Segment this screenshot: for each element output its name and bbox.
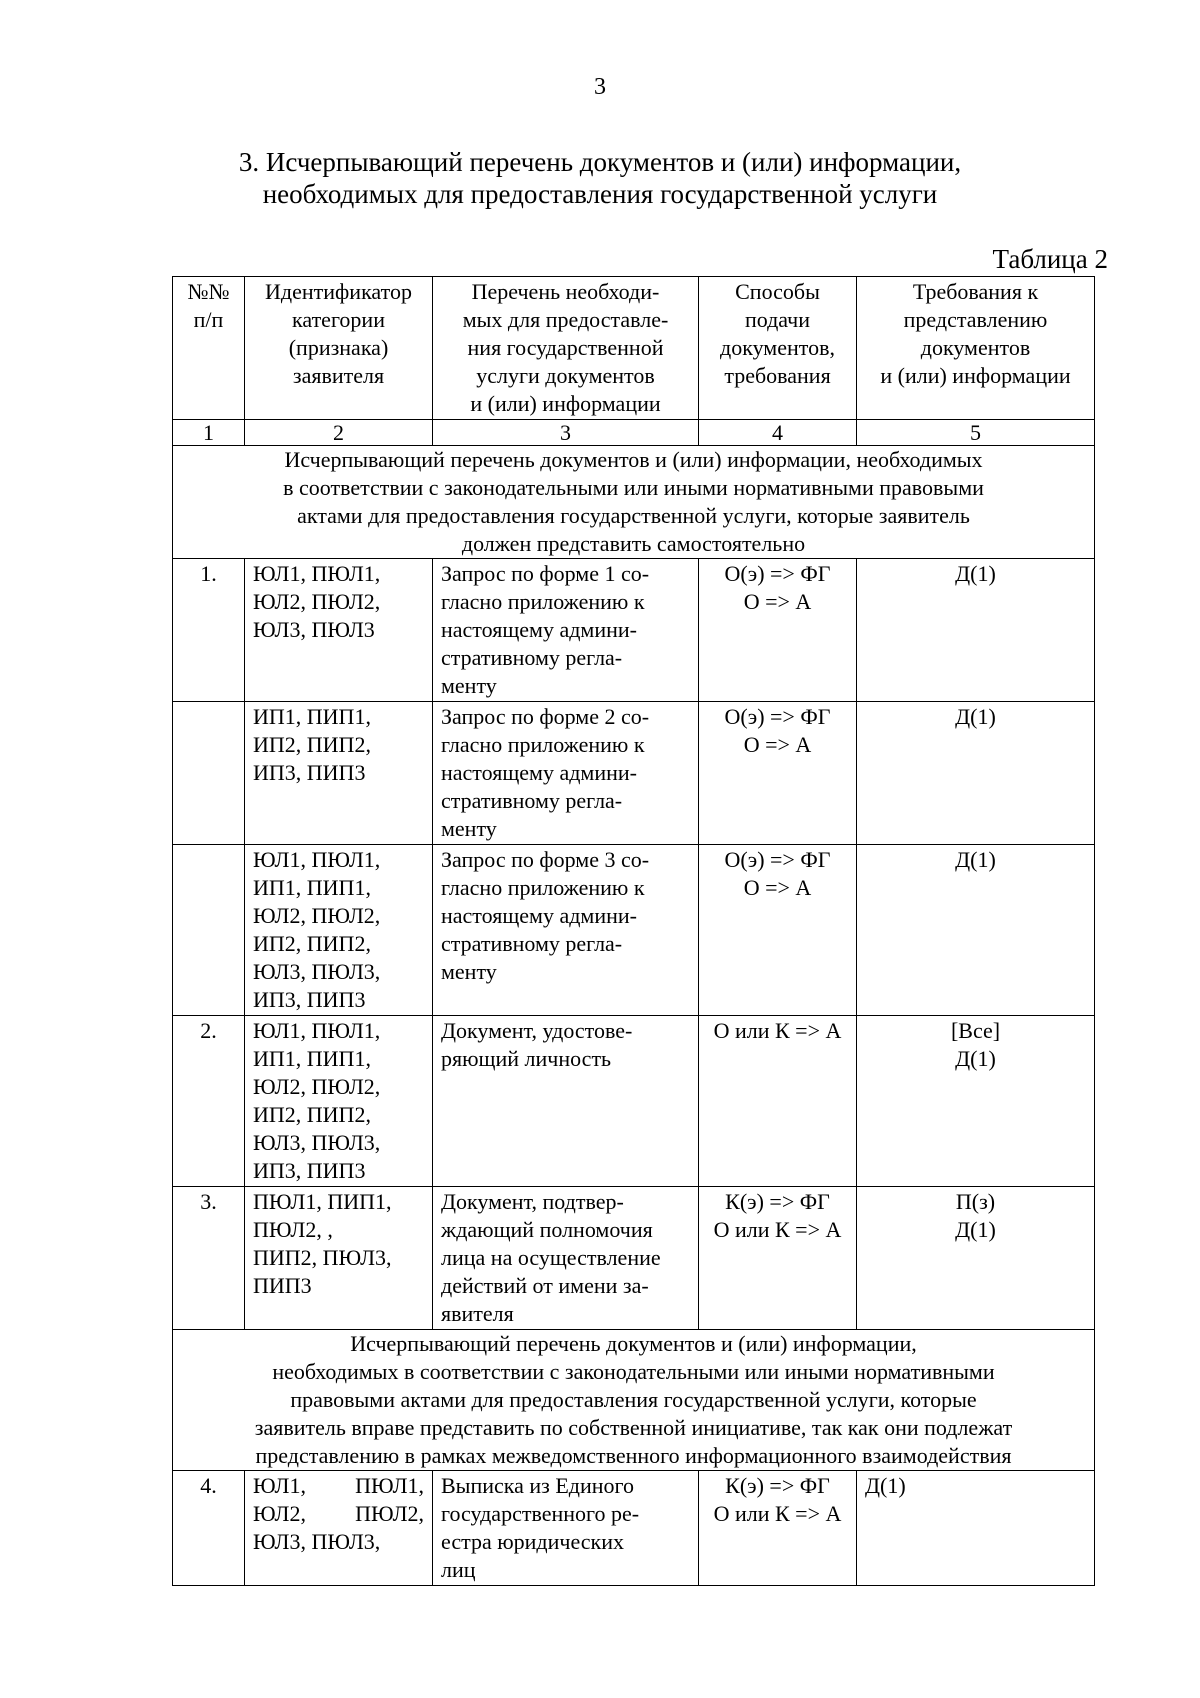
cell-line: ПЮЛ2, ,	[253, 1217, 333, 1242]
table-row	[173, 1016, 1095, 1187]
cell-line: ЮЛ2, ПЮЛ2,	[253, 589, 381, 614]
cell-line: гласно приложению к	[441, 875, 645, 900]
cell-line: О или К => А	[713, 1217, 842, 1242]
column-number: 5	[857, 420, 1095, 446]
cell-line: в соответствии с законодательными или иными нормативными правовыми	[283, 475, 984, 500]
applicant-cell	[245, 1016, 433, 1187]
cell-line: лица на осуществление	[441, 1245, 661, 1270]
cell-line: Запрос по форме 3 со-	[441, 847, 650, 872]
header-cell-applicant	[245, 277, 433, 420]
cell-line: п/п	[193, 307, 224, 332]
cell-line: Документ, удостове-	[441, 1018, 633, 1043]
cell-line: ИП3, ПИП3	[253, 987, 366, 1012]
cell-line: заявитель вправе представить по собственной инициативе, так как они подлежат	[254, 1415, 1013, 1440]
header-cell-methods	[699, 277, 857, 420]
cell-line: менту	[441, 816, 497, 841]
section-title-mandatory	[173, 446, 1095, 559]
cell-line: актами для предоставления государственной услуги, которые заявитель	[297, 503, 970, 528]
cell-line: явителя	[441, 1301, 514, 1326]
cell-line: О => А	[743, 732, 812, 757]
document-cell	[433, 1187, 699, 1330]
cell-line: ЮЛ2, ПЮЛ2,	[253, 1074, 381, 1099]
table-row	[173, 1471, 1095, 1586]
cell-line: ПИП3	[253, 1273, 312, 1298]
document-cell	[433, 1016, 699, 1187]
cell-line: и (или) информации	[880, 363, 1071, 388]
cell-line: ЮЛ1, ПЮЛ1,	[253, 1473, 424, 1498]
cell-line: ИП1, ПИП1,	[253, 875, 371, 900]
cell-line: и (или) информации	[470, 391, 661, 416]
methods-cell	[699, 559, 857, 702]
cell-line: стративному регла-	[441, 788, 623, 813]
cell-line: Исчерпывающий перечень документов и (или) информации,	[350, 1331, 917, 1356]
requirements-cell	[857, 702, 1095, 845]
column-number: 3	[433, 420, 699, 446]
cell-line: ИП2, ПИП2,	[253, 1102, 371, 1127]
cell-line: ния государственной	[467, 335, 664, 360]
cell-line: О(э) => ФГ	[724, 561, 831, 586]
cell-line: Д(1)	[955, 847, 996, 872]
applicant-cell	[245, 559, 433, 702]
cell-line: лиц	[441, 1557, 476, 1582]
table-row	[173, 1187, 1095, 1330]
cell-line: Д(1)	[955, 704, 996, 729]
table-row	[173, 845, 1095, 1016]
table-header-row	[173, 277, 1095, 420]
cell-line: ИП1, ПИП1,	[253, 704, 371, 729]
row-number: 1.	[173, 559, 245, 702]
cell-line: гласно приложению к	[441, 732, 645, 757]
cell-line: Выписка из Единого	[441, 1473, 635, 1498]
applicant-cell	[245, 1471, 433, 1586]
cell-line: О или К => А	[713, 1501, 842, 1526]
cell-line: ЮЛ3, ПЮЛ3,	[253, 1529, 381, 1554]
cell-line: услуги документов	[476, 363, 655, 388]
cell-line: Документ, подтвер-	[441, 1189, 624, 1214]
methods-cell	[699, 1471, 857, 1586]
cell-line: ЮЛ3, ПЮЛ3,	[253, 1130, 381, 1155]
cell-line: ЮЛ3, ПЮЛ3,	[253, 959, 381, 984]
methods-cell	[699, 1016, 857, 1187]
section-heading	[0, 146, 1200, 210]
cell-line: ИП3, ПИП3	[253, 1158, 366, 1183]
cell-line: [Все]	[950, 1018, 1001, 1043]
applicant-cell	[245, 702, 433, 845]
cell-line: ИП2, ПИП2,	[253, 931, 371, 956]
cell-line: должен представить самостоятельно	[461, 531, 806, 556]
header-cell-documents	[433, 277, 699, 420]
cell-line: категории	[292, 307, 385, 332]
cell-line: ИП2, ПИП2,	[253, 732, 371, 757]
column-number: 1	[173, 420, 245, 446]
cell-line: Идентификатор	[265, 279, 412, 304]
cell-line: ряющий личность	[441, 1046, 612, 1071]
requirements-cell	[857, 1016, 1095, 1187]
cell-line: требования	[724, 363, 831, 388]
cell-line: ЮЛ1, ПЮЛ1,	[253, 1018, 381, 1043]
cell-line: К(э) => ФГ	[725, 1189, 830, 1214]
cell-line: ЮЛ2, ПЮЛ2,	[253, 1501, 424, 1526]
cell-line: стративному регла-	[441, 645, 623, 670]
cell-line: государственного ре-	[441, 1501, 640, 1526]
cell-line: Исчерпывающий перечень документов и (или) информации, необходимых	[284, 447, 983, 472]
table-row	[173, 559, 1095, 702]
cell-line: правовыми актами для предоставления государственной услуги, которые	[290, 1387, 977, 1412]
methods-cell	[699, 702, 857, 845]
cell-line: Запрос по форме 2 со-	[441, 704, 650, 729]
document-cell	[433, 1471, 699, 1586]
cell-line: Перечень необходи-	[471, 279, 660, 304]
row-number: 3.	[173, 1187, 245, 1330]
cell-line: представлению в рамках межведомственного информационного взаимодействия	[255, 1443, 1012, 1468]
cell-line: Способы	[735, 279, 820, 304]
column-number: 2	[245, 420, 433, 446]
cell-line: ждающий полномочия	[441, 1217, 653, 1242]
cell-line: ИП3, ПИП3	[253, 760, 366, 785]
cell-line: гласно приложению к	[441, 589, 645, 614]
cell-line: Требования к	[912, 279, 1039, 304]
row-number	[173, 845, 245, 1016]
cell-line: ПЮЛ1, ПИП1,	[253, 1189, 392, 1214]
cell-line: О => А	[743, 589, 812, 614]
cell-line: подачи	[744, 307, 811, 332]
column-numbers-row	[173, 420, 1095, 446]
cell-line: №№	[187, 279, 230, 304]
header-cell-number	[173, 277, 245, 420]
table-caption: Таблица 2	[992, 244, 1108, 274]
cell-line: ПИП2, ПЮЛ3,	[253, 1245, 392, 1270]
heading-line: необходимых для предоставления государственной услуги	[262, 179, 938, 209]
cell-line: Д(1)	[955, 1046, 996, 1071]
cell-line: ЮЛ2, ПЮЛ2,	[253, 903, 381, 928]
requirements-cell	[857, 1187, 1095, 1330]
cell-line: ЮЛ3, ПЮЛ3	[253, 617, 375, 642]
cell-line: ЮЛ1, ПЮЛ1,	[253, 847, 381, 872]
requirements-cell	[857, 559, 1095, 702]
cell-line: П(з)	[955, 1189, 996, 1214]
document-cell	[433, 702, 699, 845]
cell-line: ИП1, ПИП1,	[253, 1046, 371, 1071]
methods-cell	[699, 1187, 857, 1330]
column-number: 4	[699, 420, 857, 446]
methods-cell	[699, 845, 857, 1016]
page-number: 3	[594, 74, 606, 100]
cell-line: документов	[920, 335, 1031, 360]
cell-line: необходимых в соответствии с законодательными или иными нормативными	[272, 1359, 995, 1384]
cell-line: Запрос по форме 1 со-	[441, 561, 650, 586]
header-cell-requirements	[857, 277, 1095, 420]
cell-line: документов,	[720, 335, 835, 360]
section-row-mandatory	[173, 446, 1095, 559]
row-number	[173, 702, 245, 845]
cell-line: К(э) => ФГ	[725, 1473, 830, 1498]
cell-line: стративному регла-	[441, 931, 623, 956]
section-row-optional	[173, 1330, 1095, 1471]
cell-line: заявителя	[292, 363, 385, 388]
cell-line: настоящему админи-	[441, 617, 637, 642]
cell-line: Д(1)	[955, 1217, 996, 1242]
cell-line: Д(1)	[955, 561, 996, 586]
applicant-cell	[245, 1187, 433, 1330]
cell-line: О => А	[743, 875, 812, 900]
cell-line: О(э) => ФГ	[724, 847, 831, 872]
requirements-cell	[857, 1471, 1095, 1586]
document-cell	[433, 845, 699, 1016]
cell-line: настоящему админи-	[441, 903, 637, 928]
cell-line: представлению	[903, 307, 1048, 332]
requirements-cell	[857, 845, 1095, 1016]
cell-line: мых для предоставле-	[462, 307, 669, 332]
cell-line: настоящему админи-	[441, 760, 637, 785]
cell-line: О(э) => ФГ	[724, 704, 831, 729]
cell-line: О или К => А	[713, 1018, 842, 1043]
heading-line: 3. Исчерпывающий перечень документов и (или) информации,	[238, 147, 962, 177]
documents-table	[172, 276, 1095, 1586]
cell-line: (признака)	[288, 335, 389, 360]
cell-line: менту	[441, 959, 497, 984]
cell-line: менту	[441, 673, 497, 698]
cell-line: естра юридических	[441, 1529, 625, 1554]
cell-line: ЮЛ1, ПЮЛ1,	[253, 561, 381, 586]
section-title-optional	[173, 1330, 1095, 1471]
table-row	[173, 702, 1095, 845]
cell-line: действий от имени за-	[441, 1273, 649, 1298]
document-cell	[433, 559, 699, 702]
row-number: 2.	[173, 1016, 245, 1187]
applicant-cell	[245, 845, 433, 1016]
row-number: 4.	[173, 1471, 245, 1586]
cell-line: Д(1)	[865, 1473, 906, 1498]
